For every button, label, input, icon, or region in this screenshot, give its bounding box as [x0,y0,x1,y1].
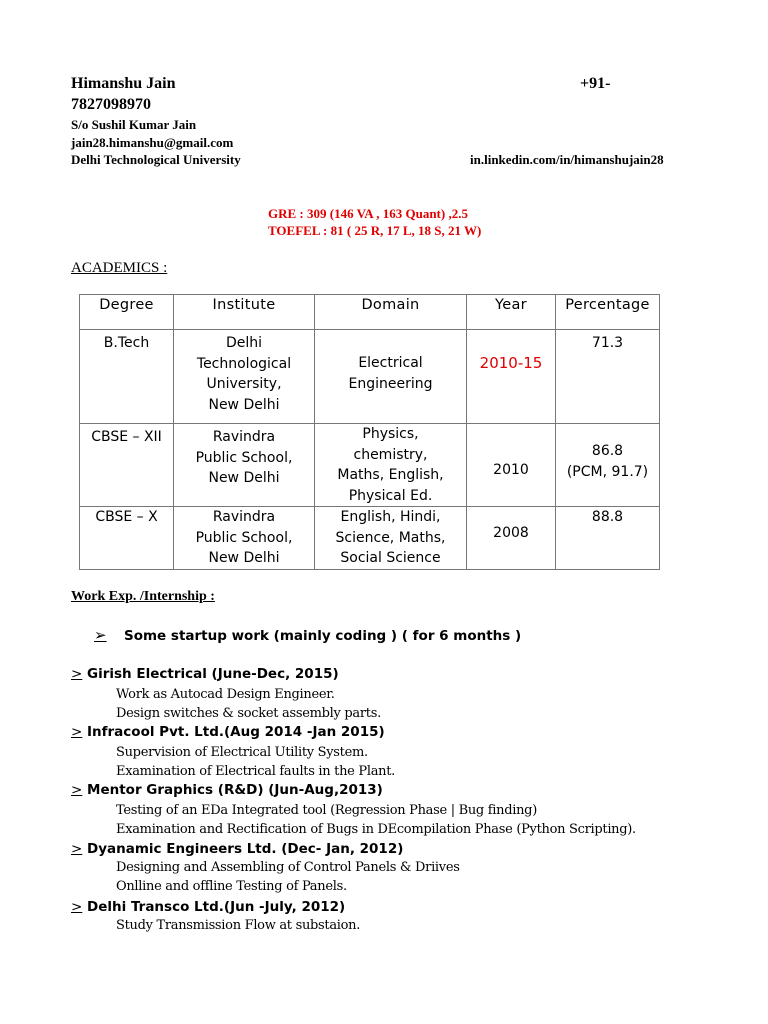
academics-table [79,294,660,570]
marker: > [71,782,83,798]
work-entry-title [71,899,345,915]
work-detail: Examination and Rectification of Bugs in DEcompilation Phase (Python Scripting). [116,822,636,837]
company-name: Girish Electrical (June-Dec, 2015) [87,666,339,682]
domain-line: Electrical [358,355,423,371]
institute-line: University, [206,376,282,392]
company-name: Dyanamic Engineers Ltd. (Dec- Jan, 2012) [87,841,404,857]
table-row [80,330,660,424]
domain-line: Physics, [362,426,419,442]
work-entry-title [71,724,385,740]
domain-line: Maths, English, [337,467,444,483]
degree-cell: CBSE – X [95,509,158,525]
institute-line: New Delhi [208,550,280,566]
university: Delhi Technological University [71,152,241,167]
work-heading: Work Exp. /Internship : [71,589,215,604]
work-detail: Study Transmission Flow at substaion. [116,918,361,933]
marker: > [71,724,83,740]
percentage-line: (PCM, 91.7) [566,463,649,480]
col-percentage: Percentage [556,295,660,330]
institute-line: Technological [196,355,292,372]
year-cell: 2010-15 [479,354,543,372]
institute-line: Delhi [225,335,263,351]
email: jain28.himanshu@gmail.com [71,135,234,150]
work-detail: Testing of an EDa Integrated tool (Regression Phase | Bug finding) [116,803,537,818]
academics-heading: ACADEMICS : [71,260,168,276]
work-entry-title [71,782,383,798]
work-detail: Examination of Electrical faults in the Plant. [116,764,395,779]
year-cell: 2010 [493,462,529,478]
work-detail: Supervision of Electrical Utility System. [116,745,368,760]
table-row [80,424,660,507]
domain-line: Physical Ed. [348,487,433,504]
institute-line: Ravindra [212,429,276,445]
col-year: Year [467,295,556,330]
startup-text: Some startup work (mainly coding ) ( for 6 months ) [123,628,522,644]
company-name: Infracool Pvt. Ltd.(Aug 2014 -Jan 2015) [87,724,385,740]
institute-line: New Delhi [208,470,280,486]
domain-line: Engineering [348,375,433,392]
year-cell: 2008 [493,525,529,541]
institute-line: New Delhi [208,396,280,413]
marker: > [71,666,83,682]
gre-score: GRE : 309 (146 VA , 163 Quant) ,2.5 [268,206,468,221]
parent-name: S/o Sushil Kumar Jain [71,117,197,132]
percentage-line: 71.3 [591,335,624,351]
work-entry-title [71,666,339,682]
work-detail: Work as Autocad Design Engineer. [116,687,335,702]
degree-cell: B.Tech [103,335,150,351]
marker: > [71,899,83,915]
institute-line: Ravindra [212,509,276,525]
linkedin: in.linkedin.com/in/himanshujain28 [470,152,664,167]
institute-line: Public School, [195,529,293,546]
candidate-name: Himanshu Jain [71,75,176,92]
col-degree: Degree [80,295,174,330]
percentage-line: 88.8 [591,509,624,525]
degree-cell: CBSE – XII [91,429,162,445]
work-detail: Onlline and offline Testing of Panels. [116,879,347,894]
table-header-row [80,295,660,330]
phone-prefix: +91- [580,75,611,92]
arrow-bullet-icon: ➢ [94,626,107,644]
domain-line: Science, Maths, [335,529,446,546]
domain-line: English, Hindi, [340,509,441,525]
institute-line: Public School, [195,449,293,466]
table-row [80,507,660,570]
startup-item [94,626,521,644]
company-name: Delhi Transco Ltd.(Jun -July, 2012) [87,899,346,915]
domain-line: Social Science [340,550,441,566]
percentage-line: 86.8 [591,443,624,459]
work-detail: Designing and Assembling of Control Panels & Driives [116,860,460,875]
domain-line: chemistry, [353,446,428,463]
work-detail: Design switches & socket assembly parts. [116,706,381,721]
work-entry-title [71,841,403,857]
phone-number: 7827098970 [71,96,151,113]
company-name: Mentor Graphics (R&D) (Jun-Aug,2013) [87,782,383,798]
toefl-score: TOEFEL : 81 ( 25 R, 17 L, 18 S, 21 W) [268,223,482,238]
col-institute: Institute [174,295,315,330]
marker: > [71,841,83,857]
col-domain: Domain [315,295,467,330]
